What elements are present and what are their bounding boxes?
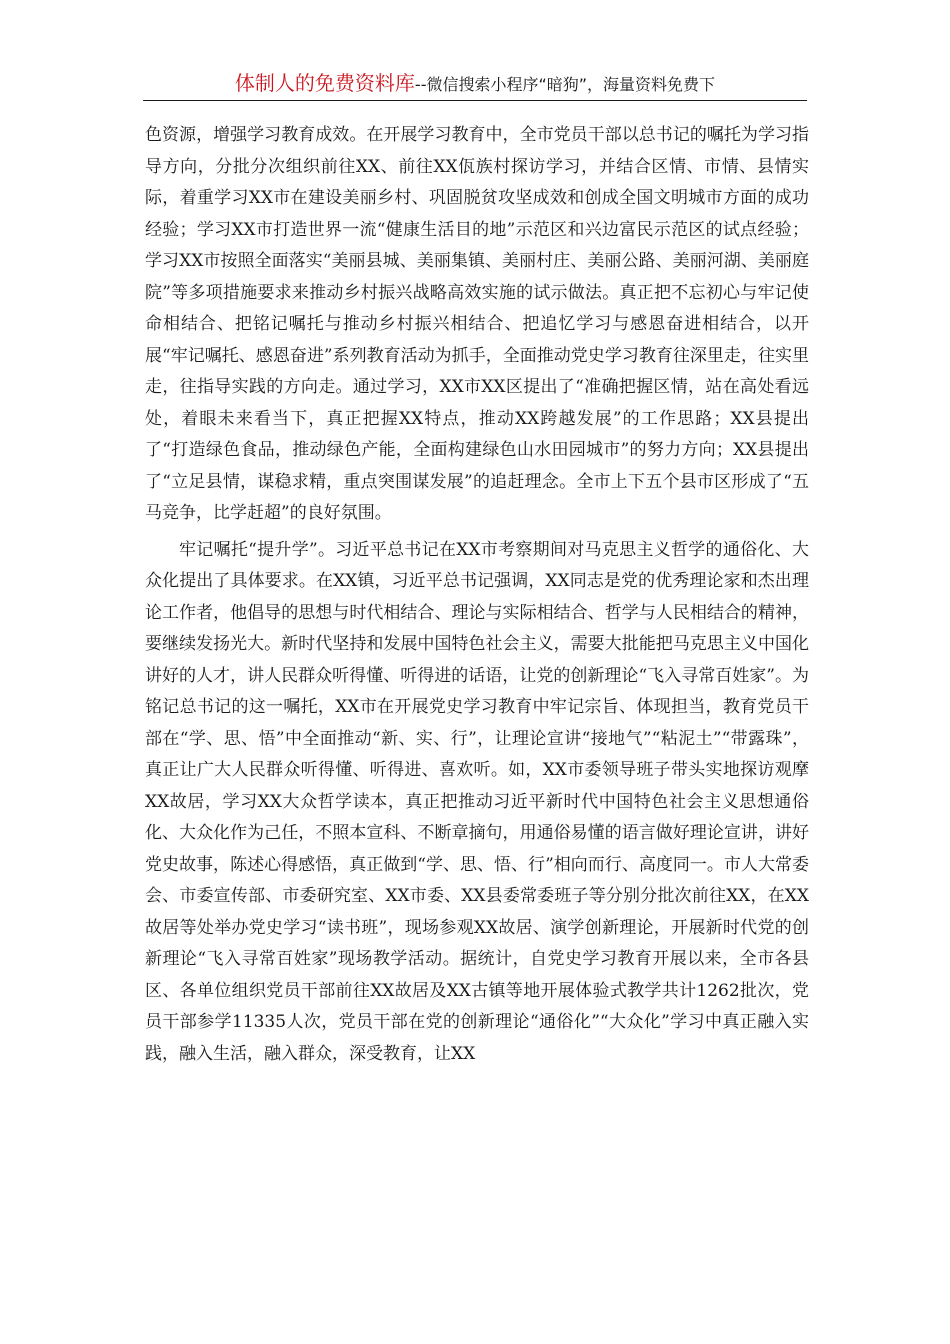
document-body xyxy=(145,120,809,1070)
header-note: --微信搜索小程序“暗狗”，海量资料免费下 xyxy=(414,75,716,94)
paragraph-tisheng-xue: 牢记嘱托“提升学”。习近平总书记在XX市考察期间对马克思主义哲学的通俗化、大众化提出了具体要求。在XX镇，习近平总书记强调，XX同志是党的优秀理论家和杰出理论工作者，他倡导的思想与时代相结合、理论与实际相结合、哲学与人民相结合的精神，要继续发扬光大。新时代坚持和发展中国特色社会主义，需要大批能把马克思主义中国化讲好的人才，讲人民群众听得懂、听得进的话语，让党的创新理论“飞入寻常百姓家”。为铭记总书记的这一嘱托，XX市在开展党史学习教育中牢记宗旨、体现担当，教育党员干部在“学、思、悟”中全面推动“新、实、行”，让理论宣讲“接地气”“粘泥土”“带露珠”，真正让广大人民群众听得懂、听得进、喜欢听。如，XX市委领导班子带头实地探访观摩XX故居，学习XX大众哲学读本，真正把推动习近平新时代中国特色社会主义思想通俗化、大众化作为己任，不照本宣科、不断章摘句，用通俗易懂的语言做好理论宣讲，讲好党史故事，陈述心得感悟，真正做到“学、思、悟、行”相向而行、高度同一。市人大常委会、市委宣传部、市委研究室、XX市委、XX县委常委班子等分别分批次前往XX，在XX故居等处举办党史学习“读书班”，现场参观XX故居、演学创新理论，开展新时代党的创新理论“飞入寻常百姓家”现场教学活动。据统计，自党史学习教育开展以来，全市各县区、各单位组织党员干部前往XX故居及XX古镇等地开展体验式教学共计1262批次，党员干部参学11335人次，党员干部在党的创新理论“通俗化”“大众化”学习中真正融入实践，融入生活，融入群众，深受教育，让XX xyxy=(145,539,809,1064)
page-header xyxy=(143,66,807,101)
paragraph-continued: 色资源，增强学习教育成效。在开展学习教育中，全市党员干部以总书记的嘱托为学习指导方向，分批分次组织前往XX、前往XX佤族村探访学习，并结合区情、市情、县情实际，着重学习XX市在建设美丽乡村、巩固脱贫攻坚成效和创成全国文明城市方面的成功经验；学习XX市打造世界一流“健康生活目的地”示范区和兴边富民示范区的试点经验；学习XX市按照全面落实“美丽县城、美丽集镇、美丽村庄、美丽公路、美丽河湖、美丽庭院”等多项措施要求来推动乡村振兴战略高效实施的试示做法。真正把不忘初心与牢记使命相结合、把铭记嘱托与推动乡村振兴相结合、把追忆学习与感恩奋进相结合，以开展“牢记嘱托、感恩奋进”系列教育活动为抓手，全面推动党史学习教育往深里走，往实里走，往指导实践的方向走。通过学习，XX市XX区提出了“准确把握区情，站在高处看远处，着眼未来看当下，真正把握XX特点，推动XX跨越发展”的工作思路；XX县提出了“打造绿色食品，推动绿色产能，全面构建绿色山水田园城市”的努力方向；XX县提出了“立足县情，谋稳求精，重点突围谋发展”的追赶理念。全市上下五个县市区形成了“五马竞争，比学赶超”的良好氛围。 xyxy=(145,125,809,523)
header-brand: 体制人的免费资料库 xyxy=(234,71,415,95)
